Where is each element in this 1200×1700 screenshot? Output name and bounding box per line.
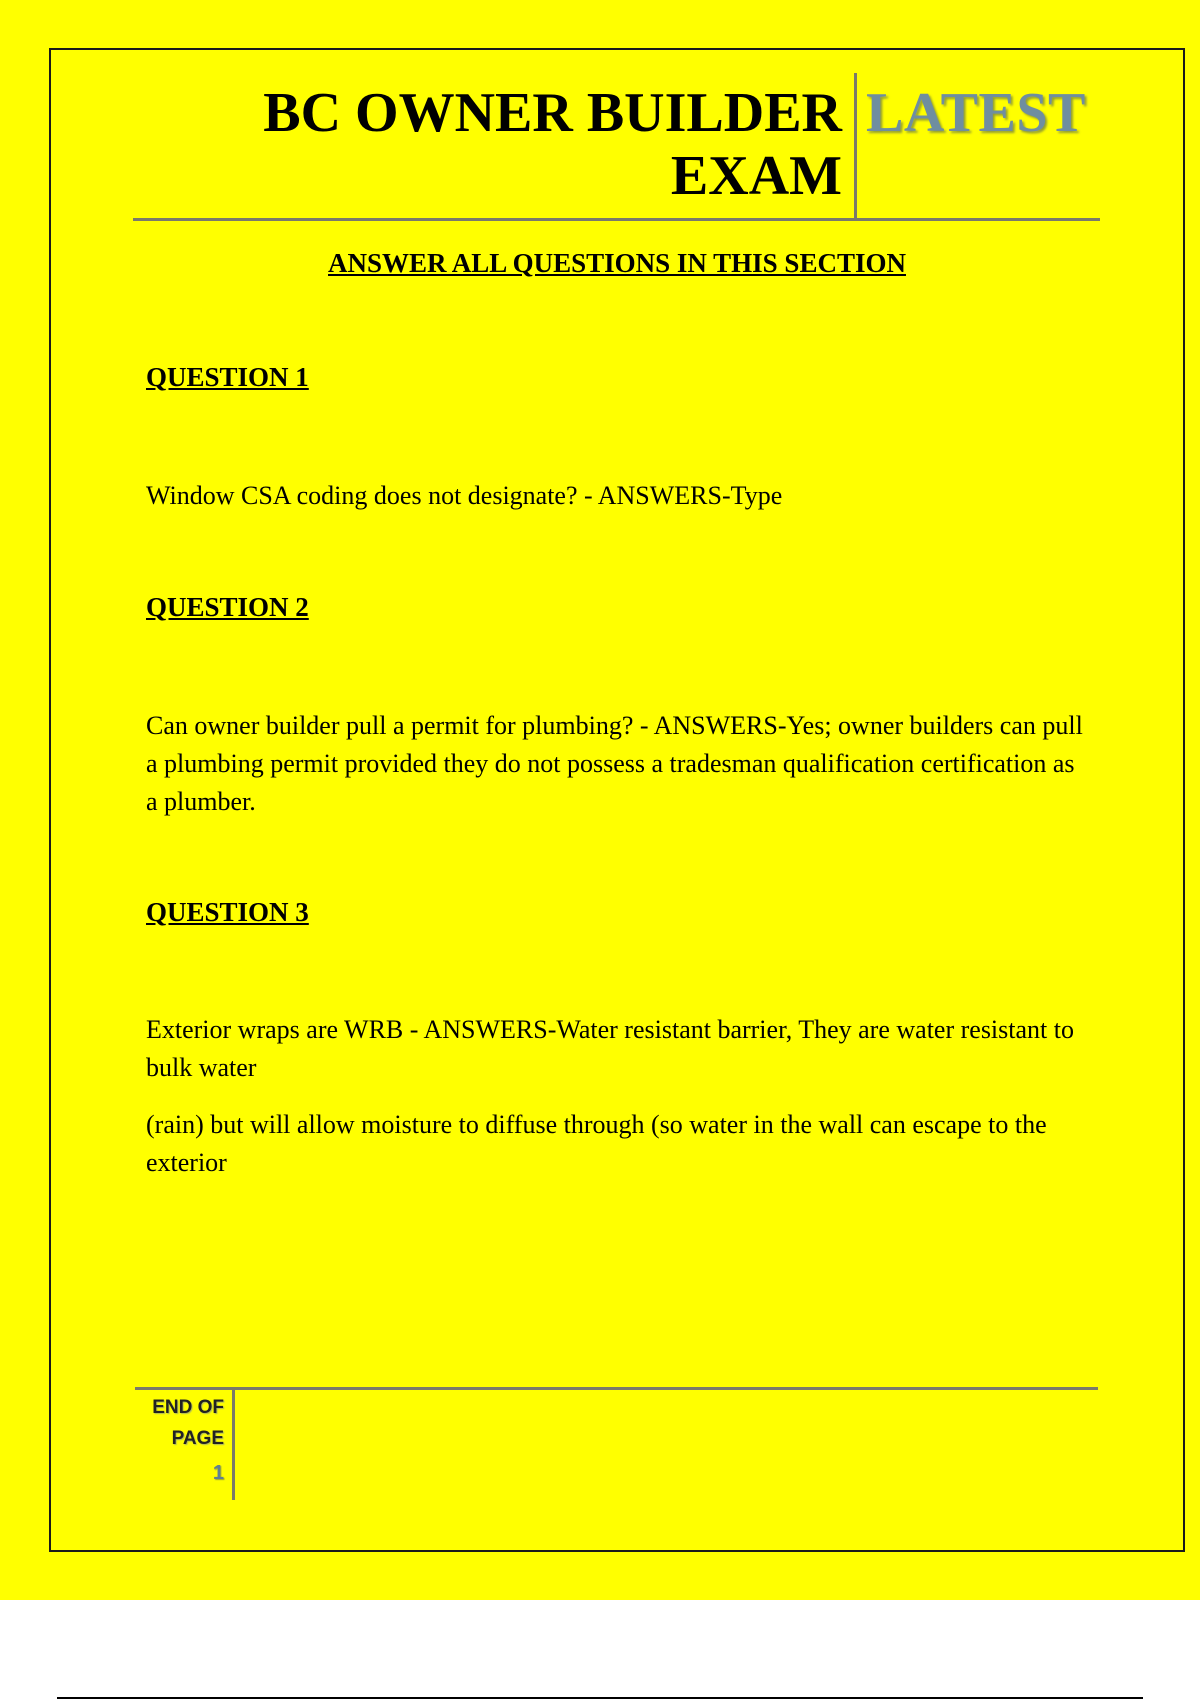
page-number: 1 — [212, 1462, 224, 1484]
question-3-answer-part-1: Exterior wraps are WRB - ANSWERS-Water resistant barrier, They are water resistant to bulk water — [146, 1015, 1074, 1082]
title-line-2: EXAM — [670, 145, 842, 207]
document-title — [142, 82, 842, 208]
header-divider-horizontal — [133, 218, 1100, 221]
title-line-1: BC OWNER BUILDER — [263, 82, 842, 144]
bottom-rule — [57, 1697, 1143, 1699]
footer-divider-vertical — [232, 1390, 235, 1500]
question-1-answer: Window CSA coding does not designate? - ANSWERS-Type — [146, 481, 783, 510]
question-3-label: QUESTION 3 — [146, 897, 309, 927]
question-2-answer: Can owner builder pull a permit for plumbing? - ANSWERS-Yes; owner builders can pull a plumbing permit provided they do not possess a tradesman qualification certification as a plumber. — [146, 711, 1083, 816]
end-of-page-label — [120, 1392, 224, 1454]
footer-divider-horizontal — [135, 1387, 1098, 1390]
header-divider-vertical — [854, 73, 857, 221]
question-1-label: QUESTION 1 — [146, 362, 309, 392]
question-3-answer-part-2: (rain) but will allow moisture to diffuse through (so water in the wall can escape to the exterior — [146, 1110, 1047, 1177]
page-label: PAGE — [171, 1428, 224, 1449]
latest-badge: LATEST — [866, 82, 1086, 144]
question-2-label: QUESTION 2 — [146, 592, 309, 622]
section-heading: ANSWER ALL QUESTIONS IN THIS SECTION — [328, 248, 906, 278]
end-of-label: END OF — [152, 1397, 224, 1418]
